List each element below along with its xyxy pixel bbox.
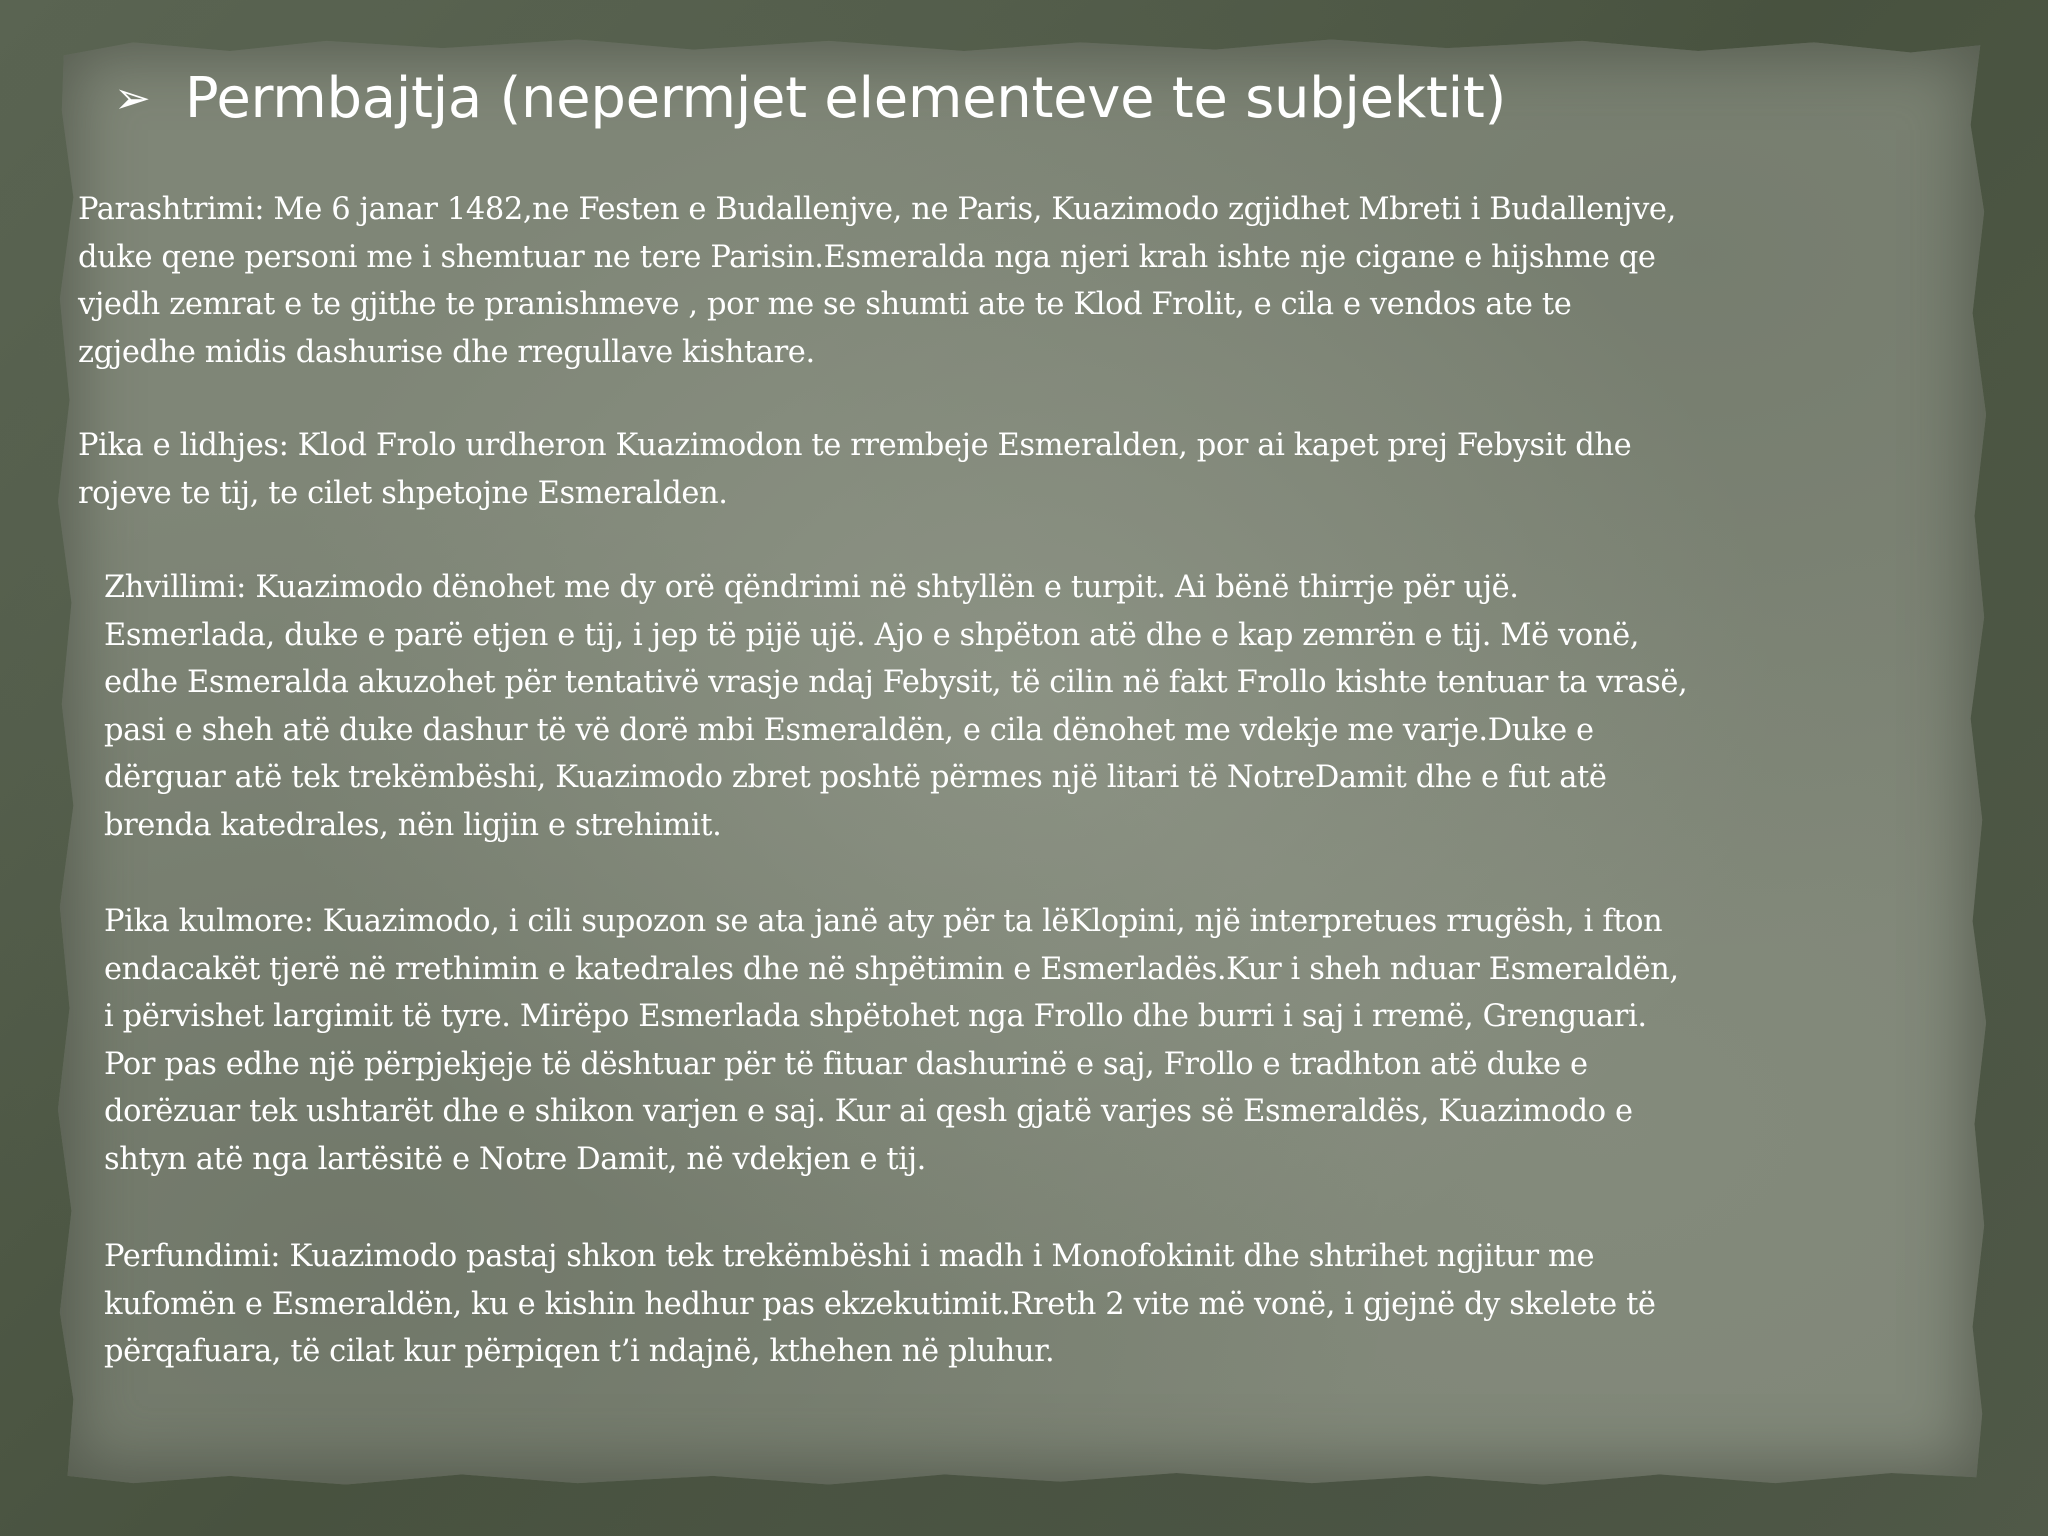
arrow-bullet-icon: ➢ xyxy=(114,73,151,124)
paragraph-zhvillimi: Zhvillimi: Kuazimodo dënohet me dy orë qëndrimi në shtyllën e turpit. Ai bënë thirrje për ujë. Esmerlada, duke e parë etjen e tij, i jep të pijë ujë. Ajo e shpëton atë dhe e kap zemrën e tij. Më vonë, edhe Esmeralda akuzohet për tentativë vrasje ndaj Febysit, të cilin në fakt Frollo kishte tentuar ta vrasë, pasi e sheh atë duke dashur të vë dorë mbi Esmeraldën, e cila dënohet me vdekje me varje.Duke e dërguar atë tek trekëmbëshi, Kuazimodo zbret poshtë përmes një litari të NotreDamit dhe e fut atë brenda katedrales, nën ligjin e strehimit. xyxy=(104,570,1688,843)
slide-title: Permbajtja (nepermjet elementeve te subjektit) xyxy=(184,65,1507,131)
paragraph-parashtrimi: Parashtrimi: Me 6 janar 1482,ne Festen e Budallenjve, ne Paris, Kuazimodo zgjidhet Mbreti i Budallenjve, duke qene personi me i shemtuar ne tere Parisin.Esmeralda nga njeri krah ishte nje cigane e hijshme qe vjedh zemrat e te gjithe te pranishmeve , por me se shumti ate te Klod Frolit, e cila e vendos ate te zgjedhe midis dashurise dhe rregullave kishtare. xyxy=(78,192,1676,370)
paragraph-pika-e-lidhjes: Pika e lidhjes: Klod Frolo urdheron Kuazimodon te rrembeje Esmeralden, por ai kapet prej Febysit dhe rojeve te tij, te cilet shpetojne Esmeralden. xyxy=(78,428,1632,511)
paragraph-pika-kulmore: Pika kulmore: Kuazimodo, i cili supozon se ata janë aty për ta lëKlopini, një interpretues rrugësh, i fton endacakët tjerë në rrethimin e katedrales dhe në shpëtimin e Esmerladës.Kur i sheh nduar Esmeraldën, i përvishet largimit të tyre. Mirëpo Esmerlada shpëtohet nga Frollo dhe burri i saj i rremë, Grenguari. Por pas edhe një përpjekjeje të dështuar për të fituar dashurinë e saj, Frollo e tradhton atë duke e dorëzuar tek ushtarët dhe e shikon varjen e saj. Kur ai qesh gjatë varjes së Esmeraldës, Kuazimodo e shtyn atë nga lartësitë e Notre Damit, në vdekjen e tij. xyxy=(104,904,1679,1177)
paragraph-perfundimi: Perfundimi: Kuazimodo pastaj shkon tek trekëmbëshi i madh i Monofokinit dhe shtrihet ngjitur me kufomën e Esmeraldën, ku e kishin hedhur pas ekzekutimit.Rreth 2 vite më vonë, i gjejnë dy skelete të përqafuara, të cilat kur përpiqen t’i ndajnë, kthehen në pluhur. xyxy=(104,1239,1656,1369)
title-row xyxy=(114,58,1506,138)
